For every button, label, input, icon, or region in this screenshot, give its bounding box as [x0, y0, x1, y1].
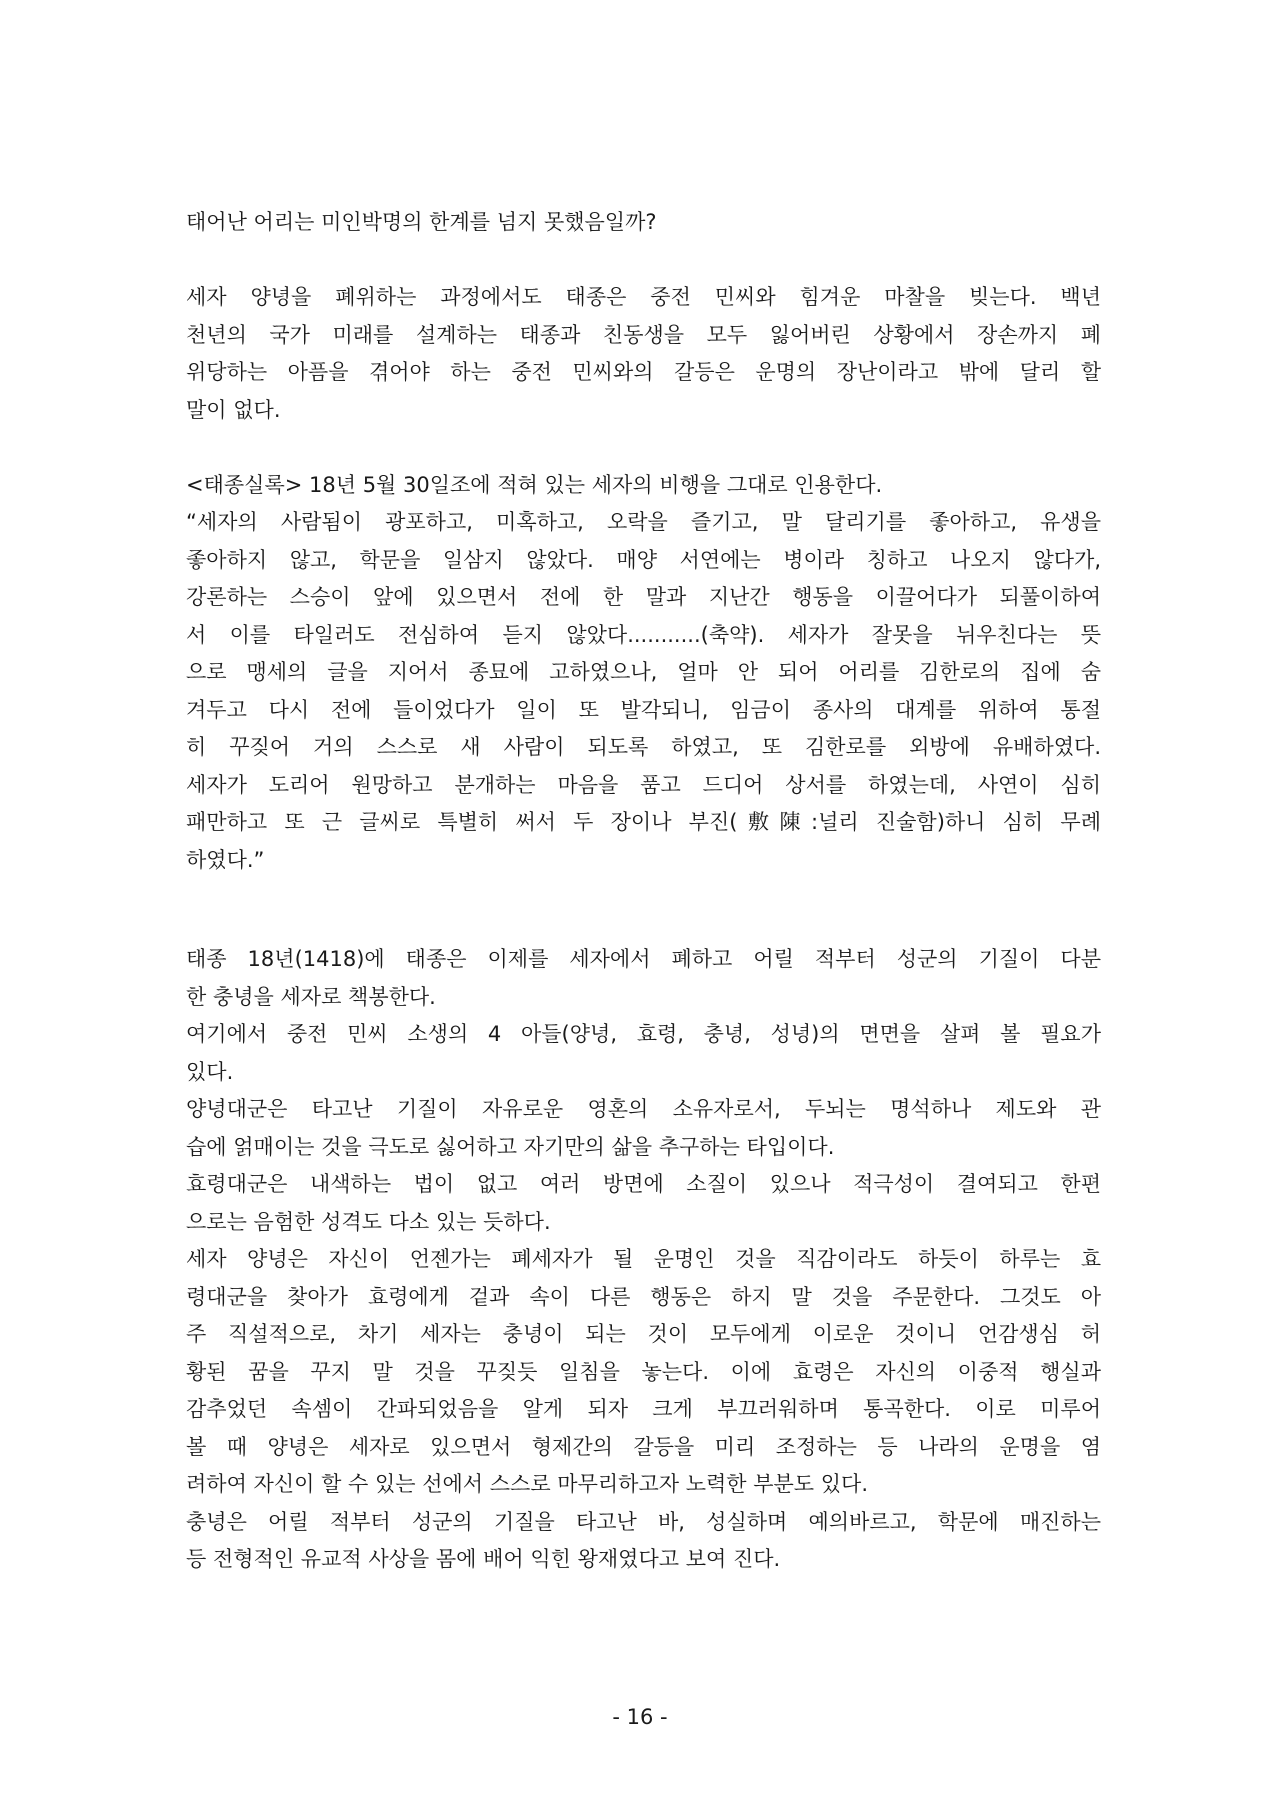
text-line: 습에 얽매이는 것을 극도로 싫어하고 자기만의 삶을 추구하는 타입이다.	[186, 1134, 835, 1159]
paragraph-gap	[186, 879, 1101, 941]
text-line: 천년의 국가 미래를 설계하는 태종과 친동생을 모두 잃어버린 상황에서 장손까지 폐	[186, 322, 1101, 347]
text-line: 세자 양녕은 자신이 언젠가는 폐세자가 될 운명인 것을 직감이라도 하듯이 하루는 효	[186, 1247, 1101, 1271]
text-line: 좋아하지 않고, 학문을 일삼지 않았다. 매양 서연에는 병이라 칭하고 나오지 않다가,	[186, 547, 1101, 572]
text-line: 강론하는 스승이 앞에 있으면서 전에 한 말과 지난간 행동을 이끌어다가 되풀이하여	[186, 585, 1101, 609]
text-line: 세자가 도리어 원망하고 분개하는 마음을 품고 드디어 상서를 하였는데, 사연이 심히	[186, 772, 1101, 797]
paragraph-sillok-quote	[186, 467, 1101, 880]
paragraph-gap	[186, 429, 1101, 467]
text-line: 태종 18년(1418)에 태종은 이제를 세자에서 폐하고 어릴 적부터 성군의 기질이 다분	[186, 947, 1101, 971]
text-line: 여기에서 중전 민씨 소생의 4 아들(양녕, 효령, 충녕, 성녕)의 면면을 살펴 볼 필요가	[186, 1022, 1101, 1046]
text-line: 령대군을 찾아가 효령에게 겉과 속이 다른 행동은 하지 말 것을 주문한다. 그것도 아	[186, 1284, 1101, 1309]
text-line: 겨두고 다시 전에 들이었다가 일이 또 발각되니, 임금이 종사의 대계를 위하여 통절	[186, 697, 1101, 722]
paragraph-gap	[186, 242, 1101, 280]
text-line: 패만하고 또 근 글씨로 특별히 써서 두 장이나 부진(敷陳:널리 진술함)하니 심히 무례	[186, 810, 1101, 834]
paragraph-four-princes	[186, 941, 1101, 1579]
text-line: 서 이를 타일러도 전심하여 듣지 않았다...........(축약). 세자가 잘못을 뉘우친다는 뜻	[186, 622, 1101, 647]
text-line: 황된 꿈을 꾸지 말 것을 꾸짖듯 일침을 놓는다. 이에 효령은 자신의 이중적 행실과	[186, 1359, 1101, 1384]
text-line: 려하여 자신이 할 수 있는 선에서 스스로 마무리하고자 노력한 부분도 있다.	[186, 1472, 869, 1496]
text-line: 등 전형적인 유교적 사상을 몸에 배어 익힌 왕재였다고 보여 진다.	[186, 1547, 781, 1571]
text-line: 세자 양녕을 폐위하는 과정에서도 태종은 중전 민씨와 힘겨운 마찰을 빚는다. 백년	[186, 285, 1101, 309]
text-line: “세자의 사람됨이 광포하고, 미혹하고, 오락을 즐기고, 말 달리기를 좋아하고, 유생을	[186, 510, 1101, 534]
document-body	[186, 204, 1101, 1579]
paragraph-deposition-conflict	[186, 279, 1101, 429]
text-line: 효령대군은 내색하는 법이 없고 여러 방면에 소질이 있으나 적극성이 결여되고 한편	[186, 1172, 1101, 1196]
page-number: - 16 -	[612, 1705, 668, 1729]
text-line: 하였다.”	[186, 847, 265, 872]
text-line: 있다.	[186, 1059, 234, 1084]
text-line: 주 직설적으로, 차기 세자는 충녕이 되는 것이 모두에게 이로운 것이니 언감생심 허	[186, 1322, 1101, 1346]
paragraph-intro	[186, 204, 1101, 242]
text-line: 위당하는 아픔을 겪어야 하는 중전 민씨와의 갈등은 운명의 장난이라고 밖에 달리 할	[186, 360, 1101, 384]
text-line: 히 꾸짖어 거의 스스로 새 사람이 되도록 하였고, 또 김한로를 외방에 유배하였다.	[186, 735, 1101, 759]
text-line: 한 충녕을 세자로 책봉한다.	[186, 984, 436, 1009]
text-line: 충녕은 어릴 적부터 성군의 기질을 타고난 바, 성실하며 예의바르고, 학문에 매진하는	[186, 1509, 1101, 1534]
text-line: <태종실록> 18년 5월 30일조에 적혀 있는 세자의 비행을 그대로 인용한다.	[186, 472, 883, 497]
text-line: 태어난 어리는 미인박명의 한계를 넘지 못했음일까?	[186, 210, 657, 234]
text-line: 감추었던 속셈이 간파되었음을 알게 되자 크게 부끄러워하며 통곡한다. 이로 미루어	[186, 1397, 1101, 1421]
text-line: 볼 때 양녕은 세자로 있으면서 형제간의 갈등을 미리 조정하는 등 나라의 운명을 염	[186, 1434, 1101, 1459]
text-line: 으로 맹세의 글을 지어서 종묘에 고하였으나, 얼마 안 되어 어리를 김한로의 집에 숨	[186, 660, 1101, 684]
text-line: 말이 없다.	[186, 397, 281, 422]
text-line: 으로는 음험한 성격도 다소 있는 듯하다.	[186, 1209, 551, 1234]
text-line: 양녕대군은 타고난 기질이 자유로운 영혼의 소유자로서, 두뇌는 명석하나 제도와 관	[186, 1097, 1101, 1121]
